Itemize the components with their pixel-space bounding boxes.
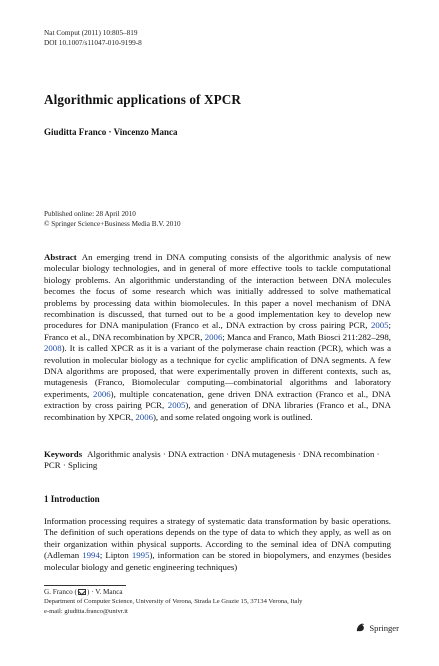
publication-info: [44, 209, 181, 229]
abstract-text: ). It is called XPCR as it is a variant of the polymerase chain reaction (PCR), which was a revolution in molecular biology as a technique for cyclic amplification of DNA segments. A few DNA algorithms are proposed, that were experimentally proven in different contexts, such as, mutagenesis (Franco, Biomolecular computing—combinatorial algorithms and laboratory experiments,: [44, 343, 391, 399]
introduction-citation-link[interactable]: 1994: [82, 550, 100, 561]
abstract-citation-link[interactable]: 2005: [370, 320, 389, 331]
abstract-text: ), and generation of DNA libraries (Franco et al., DNA recombination by XPCR,: [44, 400, 391, 422]
affiliation: Department of Computer Science, University of Verona, Strada Le Grazie 15, 37134 Verona, Italy: [44, 598, 303, 606]
abstract: [44, 252, 391, 423]
coauthor-name: ) · V. Manca: [86, 588, 123, 596]
abstract-text: An emerging trend in DNA computing consists of the algorithmic analysis of new molecular biology technologies, and in general of more effective tools to tackle computational biology problems. An algorithmic understanding of the interaction between DNA molecules becomes the focus of some research which was initially addressed to solve mathematical problems by processing data within biomolecules. In this paper a novel mechanism of DNA recombination is discussed, that turned out to be a good implementation key to develop new procedures for DNA manipulation (Franco et al., DNA extraction by cross pairing PCR,: [44, 252, 391, 331]
introduction-text: ; Lipton: [99, 550, 132, 561]
author-footnote: [44, 588, 404, 616]
abstract-citation-link[interactable]: 2006: [204, 331, 223, 342]
envelope-icon: [78, 589, 86, 595]
abstract-citation-link[interactable]: 2006: [93, 388, 111, 399]
abstract-body: [44, 252, 391, 422]
abstract-citation-link[interactable]: 2006: [135, 411, 153, 422]
keywords-label: Keywords: [44, 449, 83, 459]
introduction-paragraph: [44, 516, 391, 573]
email-address[interactable]: e-mail: giuditta.franco@univr.it: [44, 607, 128, 615]
introduction-text: Information processing requires a strategy of systematic data transformation by basic operations. The definition of such operations depends on the type of data to which they apply, as well as on their organization within physical supports. According to the seminal idea of DNA computing (Adleman: [44, 516, 391, 561]
corresponding-author-name: G. Franco (: [44, 588, 77, 596]
corresponding-authors: [44, 588, 404, 597]
keywords-text: Algorithmic analysis · DNA extraction · DNA mutagenesis · DNA recombination · PCR · Splicing: [44, 449, 380, 471]
copyright-line: © Springer Science+Business Media B.V. 2010: [44, 220, 181, 228]
keywords: [44, 449, 391, 472]
springer-logo-text: Springer: [369, 622, 399, 633]
article-title: Algorithmic applications of XPCR: [44, 92, 241, 107]
springer-branding: [355, 622, 399, 633]
abstract-text: ; Manca and Franco, Math Biosci 211:282–298,: [222, 331, 391, 342]
abstract-citation-link[interactable]: 2008: [44, 343, 62, 354]
journal-header: [44, 28, 142, 48]
abstract-text: ), and some related ongoing work is outlined.: [152, 411, 313, 422]
footnote-divider: [44, 585, 126, 586]
abstract-label: Abstract: [44, 252, 77, 262]
abstract-citation-link[interactable]: 2005: [167, 400, 186, 411]
published-date: Published online: 28 April 2010: [44, 210, 136, 218]
springer-horse-icon: [355, 622, 366, 633]
abstract-text: ; Franco et al., DNA recombination by XPCR,: [44, 320, 391, 342]
doi-line: DOI 10.1007/s11047-010-9199-8: [44, 38, 142, 47]
section-heading-introduction: 1 Introduction: [44, 494, 100, 504]
introduction-citation-link[interactable]: 1995: [131, 550, 150, 561]
citation-line: Nat Comput (2011) 10:805–819: [44, 28, 138, 37]
introduction-text: ), information can be stored in biopolymers, and enzymes (besides molecular biology and genetic engineering techniques): [44, 550, 392, 572]
abstract-text: ), multiple concatenation, gene driven DNA extraction (Franco et al., DNA extraction by cross pairing PCR,: [44, 388, 391, 411]
introduction-body: [44, 516, 391, 572]
author-list: Giuditta Franco · Vincenzo Manca: [44, 127, 178, 137]
